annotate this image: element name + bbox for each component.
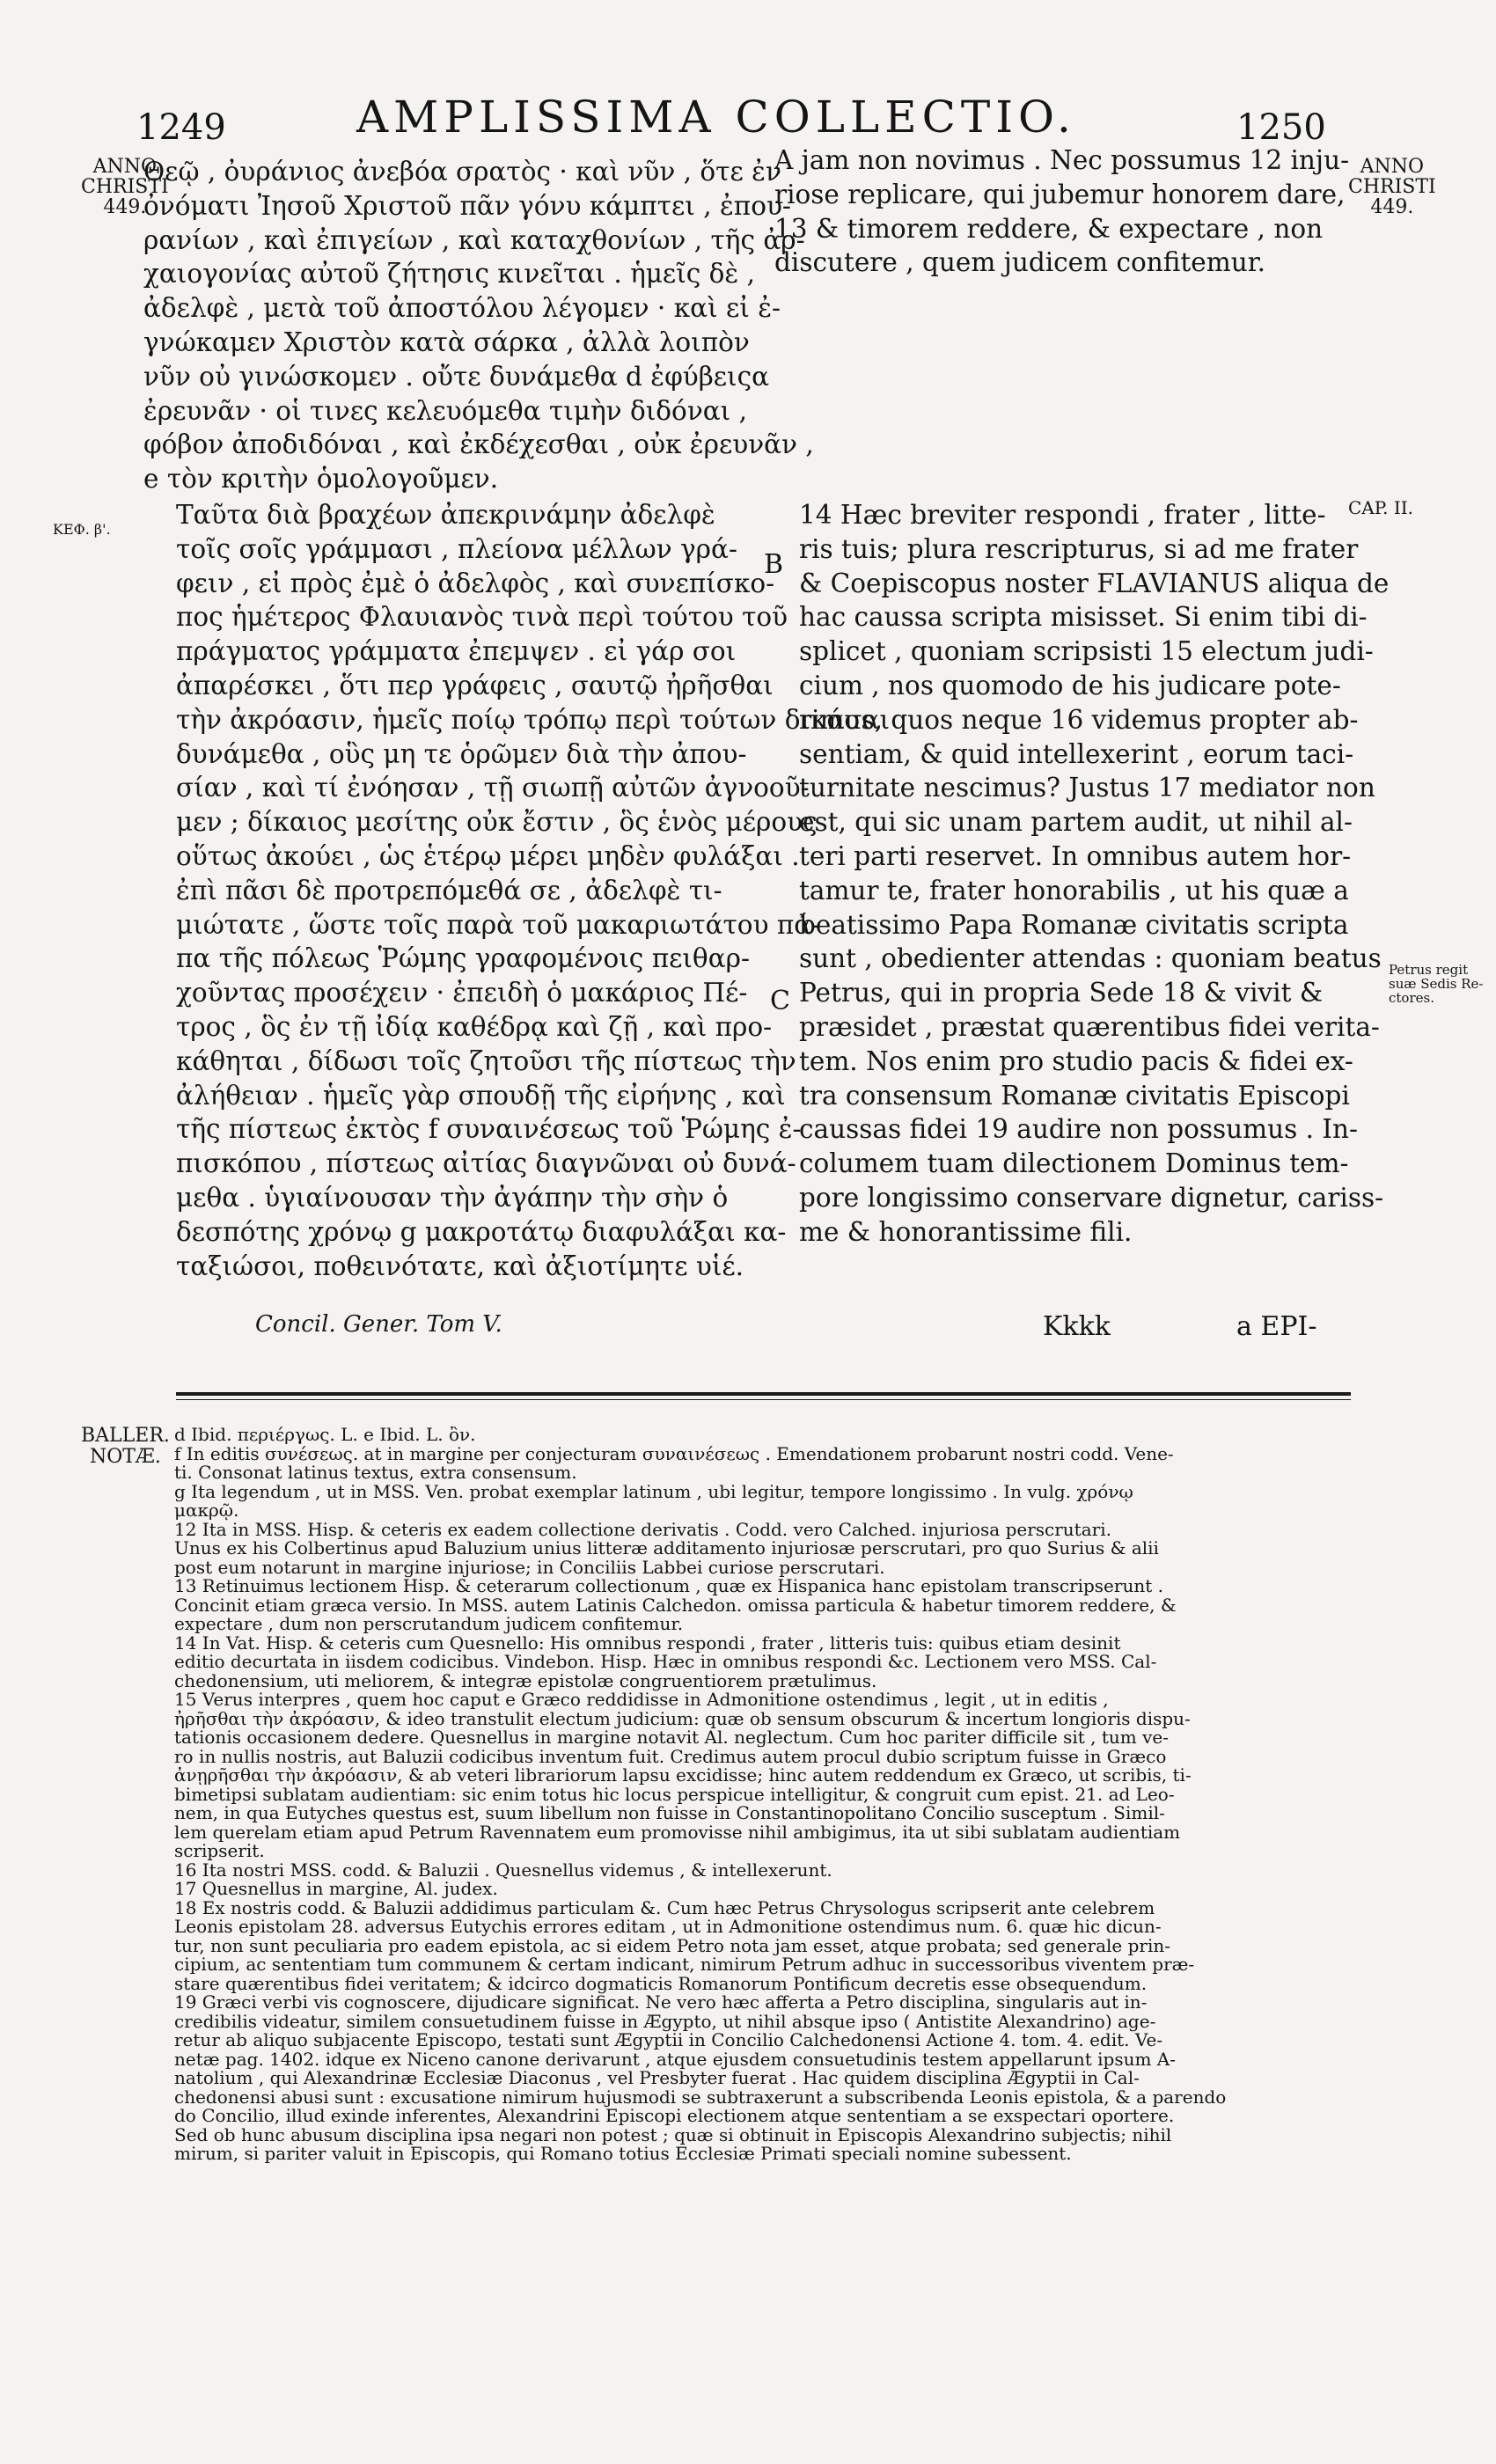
note-line: Concinit etiam græca versio. In MSS. autem Latinis Calchedon. omissa particula & habetur timorem reddere, & [174, 1594, 1177, 1616]
note-line: Leonis epistolam 28. adversus Eutychis errores editam , ut in Admonitione ostendimus num. 6. quæ hic dicun- [174, 1916, 1162, 1937]
note-line: 16 Ita nostri MSS. codd. & Baluzii . Quesnellus videmus , & intellexerunt. [174, 1859, 832, 1881]
note-line: mirum, si pariter valuit in Episcopis, qui Romano totius Ecclesiæ Primati speciali nomine subessent. [174, 2143, 1072, 2164]
note-line: 17 Quesnellus in margine, Al. judex. [174, 1878, 498, 1899]
latin-text-line: columem tuam dilectionem Dominus tem- [799, 1148, 1349, 1179]
note-line: post eum notarunt in margine injuriose; in Conciliis Labbei curiose perscrutari. [174, 1556, 885, 1578]
anno-christi-left: ANNO CHRISTI 449. [81, 156, 169, 218]
note-line: ἀνῃρῆσθαι τὴν ἀκρόασιν, & ab veteri librariorum lapsu excidisse; hinc autem reddendum ex Græco, ut scribis, ti- [174, 1764, 1192, 1786]
greek-text-line: μιώτατε , ὥστε τοῖς παρὰ τοῦ μακαριωτάτου πά- [176, 909, 821, 940]
greek-text-line: ἐρευνᾶν · οἱ τινες κελευόμεθα τιμὴν διδόναι , [143, 395, 747, 426]
greek-text-line: χαιογονίας αὐτοῦ ζήτησις κινεῖται . ἡμεῖς δὲ , [143, 259, 756, 290]
note-line: do Concilio, illud exinde inferentes, Alexandrini Episcopi electionem atque sententiam a se exspectari oportere. [174, 2105, 1175, 2126]
greek-text-line: σίαν , καὶ τί ἐνόησαν , τῇ σιωπῇ αὐτῶν ἀγνοοῦ- [176, 773, 810, 803]
note-line: credibilis videatur, similem consuetudinem fuisse in Ægypto, ut nihil absque ipso ( Antistite Alexandrino) age- [174, 2010, 1156, 2032]
note-line: 13 Retinuimus lectionem Hisp. & ceterarum collectionum , quæ ex Hispanica hanc epistolam transcripserunt . [174, 1575, 1163, 1596]
latin-text-line: sentiam, & quid intellexerint , eorum taci- [799, 738, 1354, 769]
latin-text-line: rimus, quos neque 16 videmus propter ab- [799, 704, 1359, 735]
latin-text-line: caussas fidei 19 audire non possumus . In- [799, 1114, 1358, 1145]
marker-letter-c: C [770, 986, 790, 1016]
note-line: 14 In Vat. Hisp. & ceteris cum Quesnello: His omnibus respondi , frater , litteris tuis: quibus etiam desinit [174, 1632, 1121, 1654]
greek-text-line: ἀδελφὲ , μετὰ τοῦ ἀποστόλου λέγομεν · καὶ εἰ ἐ- [143, 293, 781, 324]
marker-letter-b: B [764, 549, 784, 580]
page-number-left: 1249 [136, 107, 226, 148]
note-line: d Ibid. περιέργως. L. e Ibid. L. ὂν. [174, 1424, 476, 1445]
greek-text-line: κάθηται , δίδωσι τοῖς ζητοῦσι τῆς πίστεως τὴν [176, 1045, 796, 1076]
latin-text-line: turnitate nescimus? Justus 17 mediator non [799, 773, 1375, 803]
note-line: lem querelam etiam apud Petrum Ravennatem eum promovisse nihil ambigimus, ita ut sibi sublatam audientiam [174, 1821, 1181, 1843]
note-line: g Ita legendum , ut in MSS. Ven. probat exemplar latinum , ubi legitur, tempore longissimo . In vulg. χρόνῳ [174, 1480, 1133, 1502]
note-line: natolium , qui Alexandrinæ Ecclesiæ Diaconus , vel Presbyter fuerat . Hac quidem disciplina Ægyptii in Cal- [174, 2067, 1140, 2088]
greek-text-line: ὀνόματι Ἰησοῦ Χριστοῦ πᾶν γόνυ κάμπτει , ἐπου- [143, 190, 791, 221]
note-line: editio decurtata in iisdem codicibus. Vindebon. Hisp. Hæc in omnibus respondi &c. Lectionem vero MSS. Cal- [174, 1651, 1157, 1672]
latin-text-line: sunt , obedienter attendas : quoniam beatus [799, 943, 1382, 974]
latin-text-line: & Coepiscopus noster FLAVIANUS aliqua de [799, 568, 1390, 598]
running-title: AMPLISSIMA COLLECTIO. [356, 92, 1076, 143]
note-line: chedonensium, uti meliorem, & integræ epistolæ congruentiorem prætulimus. [174, 1669, 877, 1691]
greek-text-line: τοῖς σοῖς γράμμασι , πλείονα μέλλων γρά- [176, 533, 737, 564]
anno-christi-right: ANNO CHRISTI 449. [1348, 156, 1436, 218]
chapter-marker-greek: ΚΕΦ. β'. [53, 521, 111, 538]
latin-text-line: riose replicare, qui jubemur honorem dare, [774, 179, 1346, 209]
note-line: 18 Ex nostris codd. & Baluzii addidimus particulam &. Cum hæc Petrus Chrysologus scripserit ante celebrem [174, 1896, 1155, 1918]
note-line: ti. Consonat latinus textus, extra consensum. [174, 1462, 577, 1483]
footnote-rule-thin [176, 1399, 1351, 1400]
greek-column-top [143, 155, 814, 496]
signature-mark: Kkkk [1043, 1311, 1111, 1342]
note-line: chedonensi abusi sunt : excusatione nimirum hujusmodi se subtraxerunt a subscribenda Leonis epistola, & a parendo [174, 2086, 1227, 2108]
latin-text-line: 13 & timorem reddere, & expectare , non [774, 213, 1324, 244]
greek-text-line: πος ἡμέτερος Φλαυιανὸς τινὰ περὶ τούτου τοῦ [176, 602, 788, 633]
note-line: tur, non sunt peculiaria pro eadem epistola, ac si eidem Petro nota jam esset, atque probata; sed generale prin- [174, 1934, 1170, 1956]
latin-text-line: Petrus, qui in propria Sede 18 & vivit & [799, 978, 1324, 1008]
latin-text-line: tamur te, frater honorabilis , ut his quæ a [799, 875, 1349, 906]
greek-text-line: μεθα . ὑγιαίνουσαν τὴν ἀγάπην τὴν σὴν ὁ [176, 1182, 729, 1213]
latin-text-line: tra consensum Romanæ civitatis Episcopi [799, 1080, 1350, 1111]
greek-text-line: e τὸν κριτὴν ὁμολογοῦμεν. [143, 464, 499, 495]
latin-text-line: A jam non novimus . Nec possumus 12 inju- [774, 145, 1350, 175]
latin-text-line: ris tuis; plura rescripturus, si ad me frater [799, 533, 1359, 564]
greek-text-line: δυνάμεθα , οὓς μη τε ὁρῶμεν διὰ τὴν ἀπου- [176, 738, 747, 769]
note-line: bimetipsi sublatam audientiam: sic enim totus hic locus perspicue intelligitur, & congruit cum epist. 21. ad Leo- [174, 1783, 1175, 1805]
latin-text-line: teri parti reservet. In omnibus autem hor- [799, 840, 1352, 871]
note-line: Sed ob hunc abusum disciplina ipsa negari non potest ; quæ si obtinuit in Episcopis Alexandrino subjectis; nihil [174, 2123, 1172, 2145]
greek-text-line: φειν , εἰ πρὸς ἐμὲ ὁ ἀδελφὸς , καὶ συνεπίσκο- [176, 568, 775, 598]
greek-text-line: ἀλήθειαν . ἡμεῖς γὰρ σπουδῇ τῆς εἰρήνης , καὶ [176, 1080, 786, 1111]
latin-text-line: hac caussa scripta misisset. Si enim tibi di- [799, 602, 1368, 633]
note-line: netæ pag. 1402. idque ex Niceno canone derivarunt , atque ejusdem consuetudinis testem appellarunt ipsum A- [174, 2048, 1176, 2070]
note-line: retur ab aliquo subjacente Episcopo, testati sunt Ægyptii in Concilio Calchedonensi Actione 4. tom. 4. edit. Ve- [174, 2029, 1163, 2050]
greek-text-line: μεν ; δίκαιος μεσίτης οὐκ ἔστιν , ὃς ἑνὸς μέρους [176, 807, 818, 838]
footnote-rule-thick [176, 1392, 1351, 1396]
baller-notes [174, 1426, 1336, 2164]
note-line: nem, in qua Eutyches questus est, suum libellum non fuisse in Constantinopolitano Concilio susceptum . Simil- [174, 1802, 1165, 1823]
latin-column-top [774, 143, 1350, 280]
note-line: f In editis συνέσεως. at in margine per conjecturam συναινέσεως . Emendationem probarunt nostri codd. Vene- [174, 1442, 1174, 1464]
greek-text-line: ἐπὶ πᾶσι δὲ προτρεπόμεθά σε , ἀδελφὲ τι- [176, 875, 722, 906]
note-line: μακρῷ. [174, 1500, 239, 1521]
note-line: ro in nullis nostris, aut Baluzii codicibus inventum fuit. Credimus autem procul dubio scriptum fuisse in Græco [174, 1745, 1167, 1767]
latin-text-line: beatissimo Papa Romanæ civitatis scripta [799, 909, 1349, 940]
latin-text-line: discutere , quem judicem confitemur. [774, 247, 1265, 278]
greek-text-line: Ταῦτα διὰ βραχέων ἀπεκρινάμην ἀδελφὲ [176, 500, 715, 530]
notes-heading: BALLER. NOTÆ. [81, 1425, 170, 1468]
greek-text-line: γνώκαμεν Χριστὸν κατὰ σάρκα , ἀλλὰ λοιπὸν [143, 326, 750, 357]
note-line: cipium, ac sententiam tum communem & certam indicant, nimirum Petrum adhuc in successoribus viventem præ- [174, 1954, 1195, 1975]
note-line: tationis occasionem dedere. Quesnellus in margine notavit Al. neglectum. Cum hoc pariter difficile sit , tum ve- [174, 1727, 1170, 1748]
latin-text-line: pore longissimo conservare dignetur, cariss- [799, 1182, 1384, 1213]
greek-text-line: δεσπότης χρόνῳ g μακροτάτῳ διαφυλάξαι κα- [176, 1216, 787, 1247]
note-line: stare quærentibus fidei veritatem; & idcirco dogmaticis Romanorum Pontificum decretis esse obsequendum. [174, 1972, 1148, 1994]
note-line: 15 Verus interpres , quem hoc caput e Græco reddidisse in Admonitione ostendimus , legit , ut in editis , [174, 1689, 1109, 1710]
latin-text-line: est, qui sic unam partem audit, ut nihil al- [799, 807, 1353, 838]
note-line: ἠρῆσθαι τὴν ἀκρόασιν, & ideo transtulit electum judicium: quæ ob sensum obscurum & incertum longioris dispu- [174, 1707, 1191, 1729]
greek-text-line: ρανίων , καὶ ἐπιγείων , καὶ καταχθονίων , τῆς ἀρ- [143, 224, 805, 255]
concil-gener-footer: Concil. Gener. Tom V. [255, 1311, 502, 1338]
page-number-right: 1250 [1236, 107, 1326, 148]
latin-text-line: me & honorantissime fili. [799, 1216, 1133, 1247]
greek-text-line: νῦν οὐ γινώσκομεν . οὔτε δυνάμεθα d ἐφύβειςα [143, 361, 770, 392]
greek-text-line: φόβον ἀποδιδόναι , καὶ ἐκδέχεσθαι , οὐκ ἐρευνᾶν , [143, 429, 814, 460]
greek-text-line: πα τῆς πόλεως Ῥώμης γραφομένοις πειθαρ- [176, 943, 750, 974]
catchword: a EPI- [1236, 1311, 1317, 1342]
latin-text-line: tem. Nos enim pro studio pacis & fidei ex- [799, 1045, 1353, 1076]
greek-text-line: ἀπαρέσκει , ὅτι περ γράφεις , σαυτῷ ἠρῆσθαι [176, 670, 774, 700]
chapter-marker-latin: CAP. II. [1348, 497, 1414, 518]
greek-text-line: πισκόπου , πίστεως αἰτίας διαγνῶναι οὐ δυνά- [176, 1148, 796, 1179]
latin-text-line: 14 Hæc breviter respondi , frater , litte- [799, 500, 1326, 530]
greek-column-bottom [176, 498, 891, 1283]
greek-text-line: τὴν ἀκρόασιν, ἡμεῖς ποίῳ τρόπῳ περὶ τούτων δικάσαι [176, 704, 891, 735]
note-line: expectare , dum non perscrutandum judicem confitemur. [174, 1613, 684, 1634]
note-line: scripserit. [174, 1840, 265, 1861]
greek-text-line: ταξιώσοι, ποθεινότατε, καὶ ἀξιοτίμητε υἱέ. [176, 1250, 744, 1281]
petrus-margin-note: Petrus regit suæ Sedis Re- ctores. [1389, 962, 1484, 1006]
note-line: Unus ex his Colbertinus apud Baluzium unius litteræ additamento injuriosæ perscrutari, pro quo Surius & alii [174, 1537, 1159, 1558]
greek-text-line: Θεῷ , ὀυράνιος ἀνεβόα σρατὸς · καὶ νῦν , ὅτε ἐν [143, 157, 781, 187]
greek-text-line: τρος , ὃς ἐν τῇ ἰδίᾳ καθέδρᾳ καὶ ζῇ , καὶ προ- [176, 1011, 773, 1042]
greek-text-line: πράγματος γράμματα ἐπεμψεν . εἰ γάρ σοι [176, 636, 737, 667]
greek-text-line: χοῦντας προσέχειν · ἐπειδὴ ὁ μακάριος Πέ- [176, 978, 748, 1008]
note-line: 12 Ita in MSS. Hisp. & ceteris ex eadem collectione derivatis . Codd. vero Calched. injuriosa perscrutari. [174, 1518, 1111, 1540]
latin-text-line: præsidet , præstat quærentibus fidei verita- [799, 1011, 1380, 1042]
greek-text-line: τῆς πίστεως ἐκτὸς f συναινέσεως τοῦ Ῥώμης ἐ- [176, 1114, 802, 1145]
latin-text-line: splicet , quoniam scripsisti 15 electum judi- [799, 636, 1374, 667]
greek-text-line: οὕτως ἀκούει , ὡς ἑτέρῳ μέρει μηδὲν φυλάξαι . [176, 840, 800, 871]
note-line: 19 Græci verbi vis cognoscere, dijudicare significat. Ne vero hæc afferta a Petro disciplina, singularis aut in- [174, 1991, 1148, 2013]
latin-text-line: cium , nos quomodo de his judicare pote- [799, 670, 1341, 700]
